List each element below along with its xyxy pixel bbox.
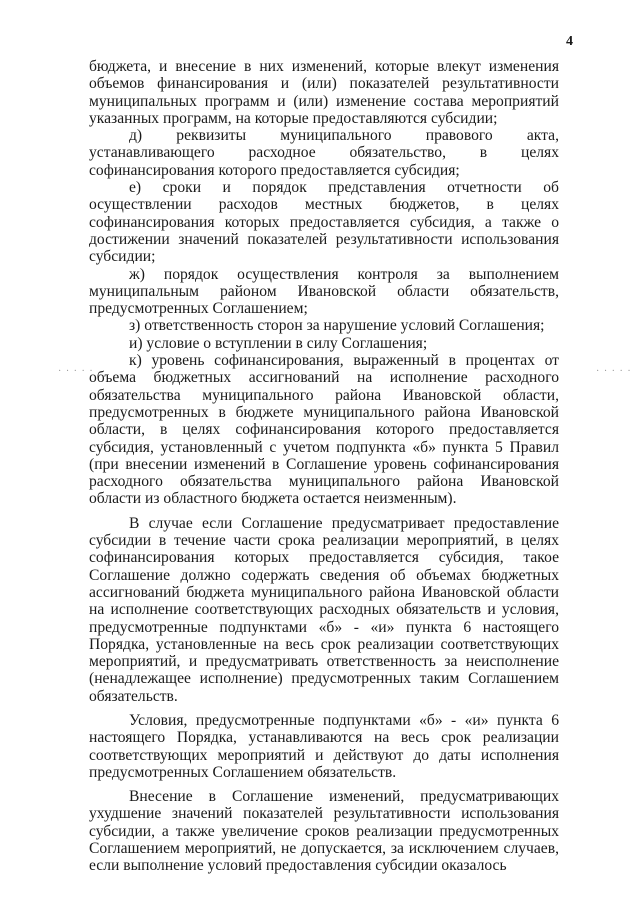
scan-artifact-dots: · · · · · [596,366,632,377]
list-item-d: д) реквизиты муниципального правового акта, устанавливающего расходное обязательство, в целях софинансирования которого предоставляется субсидия; [89,127,559,179]
paragraph-conditions: Условия, предусмотренные подпунктами «б» - «и» пункта 6 настоящего Порядка, устанавливаются на весь срок реализации соответствующих мероприятий и действуют до даты исполнения предусмотренных Соглашением обязательств. [89,711,559,781]
list-item-k: к) уровень софинансирования, выраженный в процентах от объема бюджетных ассигнований на исполнение расходного обязательства муниципального района Ивановской области, предусмотренных в бюджете муниципального района Ивановской области, в целях софинансирования которого предоставляется субсидия, установленный с учетом подпункта «б» пункта 5 Правил (при внесении изменений в Соглашение уровень софинансирования расходного обязательства муниципального района Ивановской области из областного бюджета остается неизменным). [89,352,559,508]
list-item-z: з) ответственность сторон за нарушение условий Соглашения; [129,317,545,335]
list-item-i: и) условие о вступлении в силу Соглашения; [129,334,428,352]
list-item-e: е) сроки и порядок представления отчетности об осуществлении расходов местных бюджетов, в целях софинансирования которых предоставляется субсидия, а также о достижении значений показателей результативности использования субсидии; [89,179,559,266]
paragraph-soglashenie-period: В случае если Соглашение предусматривает предоставление субсидии в течение части срока реализации мероприятий, в целях софинансирования которых предоставляется субсидия, такое Соглашение должно содержать сведения об объемах бюджетных ассигнований бюджета муниципального района Ивановской области на исполнение соответствующих расходных обязательств и условия, предусмотренные подпунктами «б» - «и» пункта 6 настоящего Порядка, установленные на весь срок реализации соответствующих мероприятий, и предусматривать ответственность за неисполнение (ненадлежащее исполнение) предусмотренных таким Соглашением обязательств. [89,514,559,705]
scan-artifact-dots: · · · · · [58,366,94,377]
document-body [89,58,559,875]
list-item-zh: ж) порядок осуществления контроля за выполнением муниципальным районом Ивановской области обязательств, предусмотренных Соглашением; [89,265,559,318]
page-number: 4 [566,34,573,49]
paragraph-continuation: бюджета, и внесение в них изменений, которые влекут изменения объемов финансирования и (или) показателей результативности муниципальных программ и (или) изменение состава мероприятий указанных программ, на которые предоставляются субсидии; [89,58,559,127]
paragraph-amendments: Внесение в Соглашение изменений, предусматривающих ухудшение значений показателей результативности использования субсидии, а также увеличение сроков реализации предусмотренных Соглашением мероприятий, не допускается, за исключением случаев, если выполнение условий предоставления субсидии оказалось [89,788,559,875]
